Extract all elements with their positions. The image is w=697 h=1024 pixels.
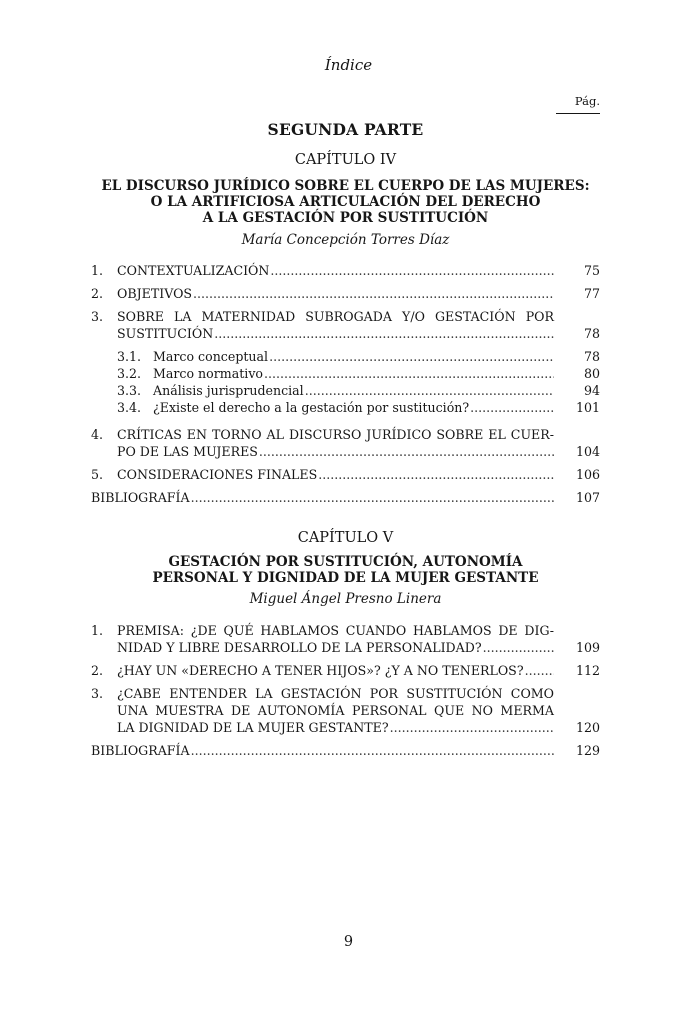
entry-page: 101: [575, 400, 600, 415]
entry-number: 1.: [91, 623, 104, 638]
entry-number: 3.4.: [117, 400, 142, 415]
dot-leader: [258, 443, 554, 460]
entry-page: 94: [583, 383, 600, 398]
chapter-title: [91, 178, 600, 226]
entry-number: 2.: [91, 663, 104, 678]
chapter-title: [91, 554, 600, 586]
entry-page: 78: [583, 326, 600, 341]
entry-page: 106: [575, 467, 600, 482]
chapter-label: CAPÍTULO V: [297, 530, 394, 546]
toc-entry[interactable]: [91, 285, 600, 302]
toc-subentry[interactable]: [91, 399, 600, 416]
entry-page: 75: [583, 263, 600, 278]
toc-bibliography[interactable]: [91, 742, 600, 759]
entry-title: LA DIGNIDAD DE LA MUJER GESTANTE?: [117, 720, 389, 735]
toc-list: [91, 622, 600, 759]
entry-title: Marco conceptual: [153, 349, 269, 364]
entry-title: PO DE LAS MUJERES: [117, 444, 258, 459]
entry-title: CONTEXTUALIZACIÓN: [117, 263, 270, 278]
chapter-title-line: A LA GESTACIÓN POR SUSTITUCIÓN: [202, 210, 489, 226]
chapter-title-line: EL DISCURSO JURÍDICO SOBRE EL CUERPO DE LAS MUJERES:: [101, 178, 590, 194]
chapter-label: CAPÍTULO IV: [294, 152, 397, 168]
toc-bibliography[interactable]: [91, 489, 600, 506]
entry-title: SUSTITUCIÓN: [117, 326, 214, 341]
dot-leader: [269, 262, 554, 279]
entry-title: BIBLIOGRAFÍA: [91, 490, 190, 505]
chapter-author: Miguel Ángel Presno Linera: [249, 591, 442, 607]
entry-page: 77: [583, 286, 600, 301]
toc-subentry[interactable]: [91, 382, 600, 399]
dot-leader: [263, 365, 554, 382]
toc-list: [91, 262, 600, 506]
entry-page: 112: [575, 663, 600, 678]
entry-page: 120: [575, 720, 600, 735]
entry-title: CRÍTICAS EN TORNO AL DISCURSO JURÍDICO SOBRE EL CUER-: [117, 427, 554, 442]
entry-title: UNA MUESTRA DE AUTONOMÍA PERSONAL QUE NO MERMA: [117, 703, 554, 718]
toc-entry[interactable]: [91, 622, 600, 656]
entry-number: 3.3.: [117, 383, 142, 398]
entry-title: ¿Existe el derecho a la gestación por sustitución?: [153, 400, 470, 415]
dot-leader: [469, 399, 554, 416]
entry-page: 80: [583, 366, 600, 381]
entry-title: Análisis jurisprudencial: [153, 383, 304, 398]
entry-number: 3.: [91, 309, 104, 324]
entry-title: CONSIDERACIONES FINALES: [117, 467, 318, 482]
entry-title: ¿HAY UN «DERECHO A TENER HIJOS»? ¿Y A NO TENERLOS?: [117, 663, 524, 678]
entry-page: 109: [575, 640, 600, 655]
chapter-title-line: O LA ARTIFICIOSA ARTICULACIÓN DEL DERECHO: [150, 194, 541, 210]
part-title: SEGUNDA PARTE: [267, 120, 424, 139]
entry-number: 3.: [91, 686, 104, 701]
dot-leader: [213, 325, 554, 342]
dot-leader: [268, 348, 554, 365]
toc-entry[interactable]: [91, 662, 600, 679]
entry-number: 3.1.: [117, 349, 142, 364]
entry-number: 2.: [91, 286, 104, 301]
dot-leader: [190, 742, 554, 759]
dot-leader: [482, 639, 554, 656]
toc-subentry[interactable]: [91, 365, 600, 382]
dot-leader: [317, 466, 554, 483]
toc-entry[interactable]: [91, 685, 600, 736]
dot-leader: [192, 285, 554, 302]
chapter-title-line: GESTACIÓN POR SUSTITUCIÓN, AUTONOMÍA: [168, 554, 523, 570]
chapter-author: María Concepción Torres Díaz: [241, 232, 450, 248]
entry-page: 107: [575, 490, 600, 505]
entry-number: 5.: [91, 467, 104, 482]
entry-title: NIDAD Y LIBRE DESARROLLO DE LA PERSONALIDAD?: [117, 640, 482, 655]
entry-title: ¿CABE ENTENDER LA GESTACIÓN POR SUSTITUCIÓN COMO: [117, 686, 554, 701]
dot-leader: [524, 662, 554, 679]
entry-page: 129: [575, 743, 600, 758]
running-title: Índice: [324, 56, 373, 74]
entry-title: OBJETIVOS: [117, 286, 193, 301]
entry-number: 1.: [91, 263, 104, 278]
entry-number: 4.: [91, 427, 104, 442]
page-number: 9: [343, 934, 354, 950]
chapter-title-line: PERSONAL Y DIGNIDAD DE LA MUJER GESTANTE: [152, 570, 539, 586]
dot-leader: [304, 382, 554, 399]
toc-entry[interactable]: [91, 426, 600, 460]
toc-entry[interactable]: [91, 262, 600, 279]
entry-title: BIBLIOGRAFÍA: [91, 743, 190, 758]
entry-title: Marco normativo: [153, 366, 264, 381]
entry-title: SOBRE LA MATERNIDAD SUBROGADA Y/O GESTACIÓN POR: [117, 309, 554, 324]
dot-leader: [389, 719, 554, 736]
toc-entry[interactable]: [91, 308, 600, 342]
entry-page: 78: [583, 349, 600, 364]
entry-number: 3.2.: [117, 366, 142, 381]
toc-subentry[interactable]: [91, 348, 600, 365]
page-column-label: Pág.: [556, 94, 600, 114]
entry-page: 104: [575, 444, 600, 459]
entry-title: PREMISA: ¿DE QUÉ HABLAMOS CUANDO HABLAMOS DE DIG-: [117, 623, 554, 638]
toc-entry[interactable]: [91, 466, 600, 483]
dot-leader: [190, 489, 554, 506]
